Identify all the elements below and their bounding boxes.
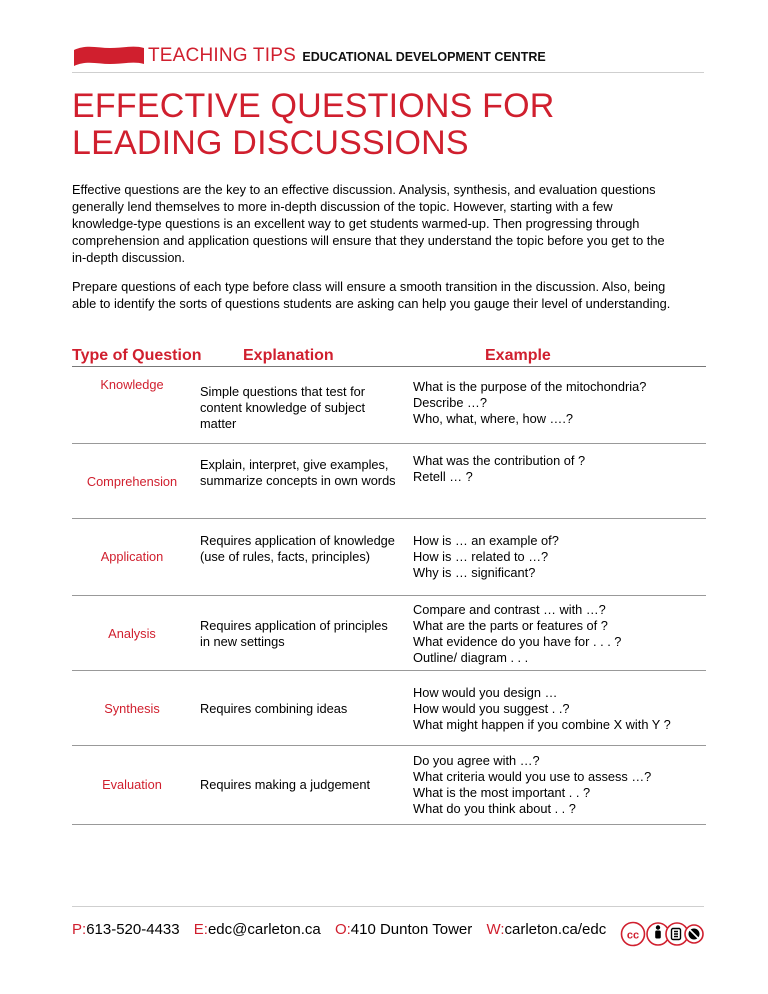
header: [72, 38, 704, 73]
brand-sub: EDUCATIONAL DEVELOPMENT CENTRE: [302, 50, 546, 64]
brand: [148, 45, 546, 67]
email-label: E:: [193, 921, 208, 938]
question-table: [72, 366, 706, 825]
row-explanation: Requires making a judgement: [200, 777, 371, 792]
table-row-analysis: [72, 596, 706, 671]
row-example: What was the contribution of ? Retell … ?: [413, 453, 586, 484]
row-explanation: Simple questions that test for content knowledge of subject matter: [200, 384, 366, 431]
title-line-2: LEADING DISCUSSIONS: [72, 124, 469, 162]
table-row-knowledge: [72, 367, 706, 444]
header-explanation: Explanation: [243, 347, 334, 364]
table-row-comprehension: [72, 444, 706, 519]
office-location: 410 Dunton Tower: [350, 921, 473, 938]
table-row-synthesis: [72, 671, 706, 746]
email-address: edc@carleton.ca: [207, 921, 321, 938]
contact-info: [72, 921, 606, 938]
row-type: Comprehension: [86, 474, 178, 489]
row-explanation: Requires application of principles in new settings: [200, 618, 388, 649]
title-line-1: EFFECTIVE QUESTIONS FOR: [72, 87, 555, 125]
row-example: How would you design … How would you suggest . .? What might happen if you combine X with Y ?: [413, 685, 671, 732]
brand-main: TEACHING TIPS: [148, 45, 296, 66]
row-example: Compare and contrast … with …? What are the parts or features of ? What evidence do you have for . . . ? Outline/ diagram . . .: [413, 602, 622, 665]
row-example: How is … an example of? How is … related to …? Why is … significant?: [413, 533, 559, 580]
page-title: [72, 88, 672, 162]
row-example: Do you agree with …? What criteria would you use to assess …? What is the most important . . ? What do you think about . . ?: [413, 753, 652, 816]
row-type: Application: [100, 549, 164, 564]
svg-text:cc: cc: [626, 929, 640, 942]
red-flag-icon: [72, 42, 146, 70]
phone-number: 613-520-4433: [86, 921, 180, 938]
intro-paragraph: Effective questions are the key to an effective discussion. Analysis, synthesis, and evaluation questions generally lend themselves to more in-depth discussion of the topic. However, starting with a few knowledge-type questions is an excellent way to get students warmed-up. Then progressing through comprehension and application questions will ensure that they understand the topic before you get to the in-depth discussion.: [72, 182, 665, 265]
table-row-application: [72, 519, 706, 596]
row-example: What is the purpose of the mitochondria? Describe …? Who, what, where, how ….?: [413, 379, 647, 426]
row-explanation: Requires combining ideas: [200, 701, 348, 716]
website: carleton.ca/edc: [504, 921, 607, 938]
row-explanation: Requires application of knowledge (use of rules, facts, principles): [200, 533, 395, 564]
office-label: O:: [334, 921, 351, 938]
web-label: W:: [486, 921, 505, 938]
table-row-evaluation: [72, 746, 706, 825]
row-type: Evaluation: [102, 777, 162, 792]
header-type-of-question: Type of Question: [72, 347, 202, 364]
row-type: Analysis: [108, 626, 156, 641]
row-type: Knowledge: [100, 377, 164, 392]
creative-commons-license-icon: [620, 921, 704, 947]
footer: [72, 906, 704, 959]
row-explanation: Explain, interpret, give examples, summarize concepts in own words: [200, 457, 396, 488]
phone-label: P:: [72, 921, 87, 938]
row-type: Synthesis: [104, 701, 160, 716]
prep-paragraph: Prepare questions of each type before class will ensure a smooth transition in the discussion. Also, being able to identify the sorts of questions students are asking can help you gauge their level of understanding.: [72, 279, 671, 311]
header-example: Example: [485, 347, 551, 364]
